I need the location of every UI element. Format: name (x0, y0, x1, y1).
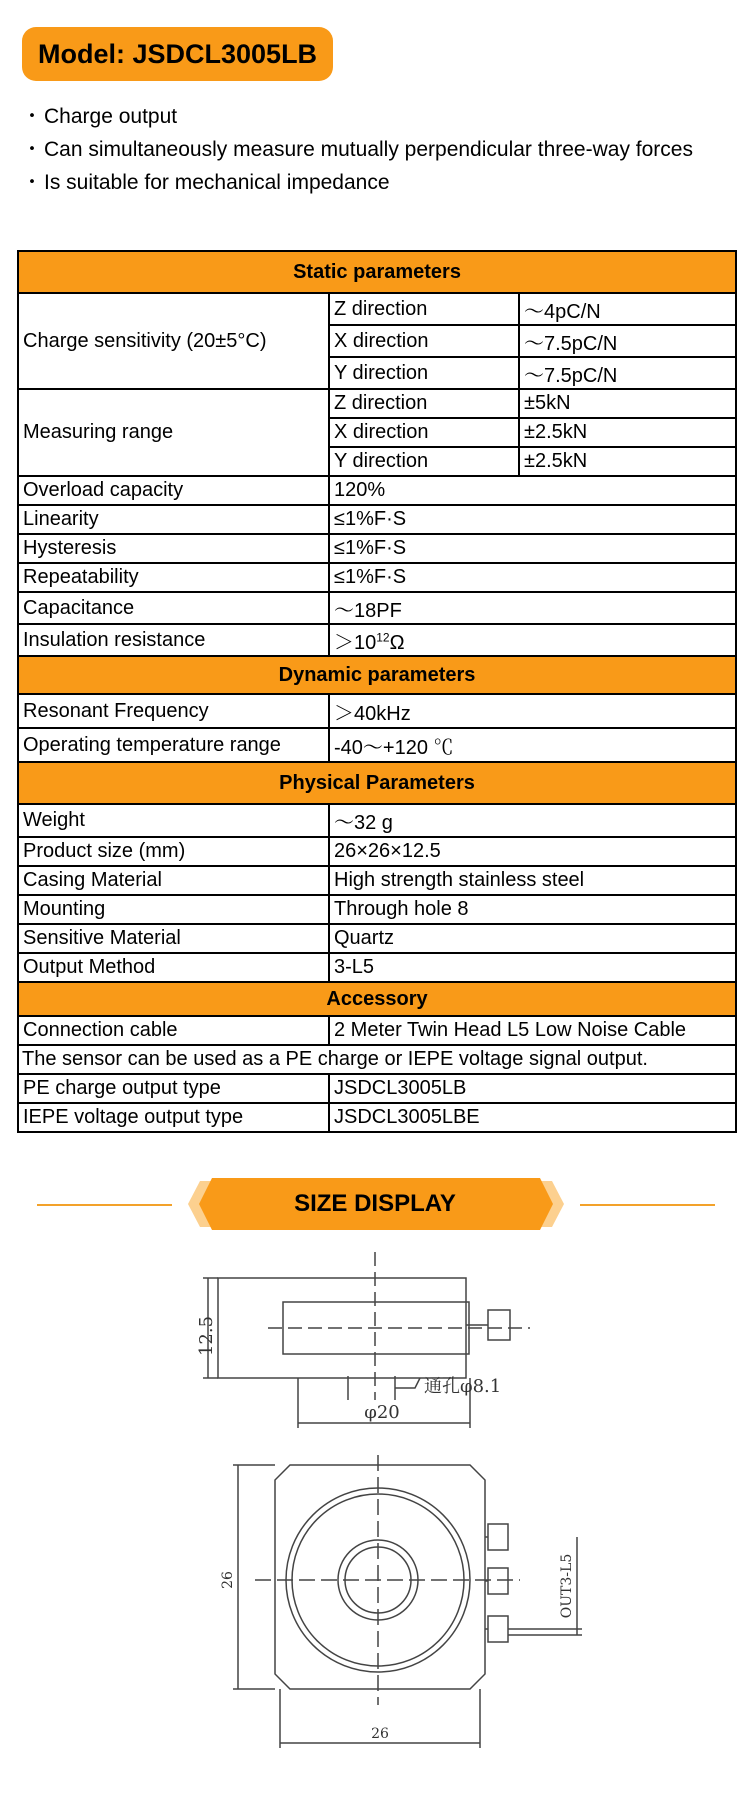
value-cell: ～4pC/N (519, 293, 736, 325)
param-value: ≤1%F·S (329, 505, 736, 534)
section-physical: Physical Parameters (18, 762, 736, 804)
accessory-note: The sensor can be used as a PE charge or IEPE voltage signal output. (18, 1045, 736, 1074)
param-value: JSDCL3005LBE (329, 1103, 736, 1132)
param-value: 3-L5 (329, 953, 736, 982)
param-value: 2 Meter Twin Head L5 Low Noise Cable (329, 1016, 736, 1045)
section-static: Static parameters (18, 251, 736, 293)
section-accessory: Accessory (18, 982, 736, 1016)
param-label: Operating temperature range (18, 728, 329, 762)
bottom-dim-label: 26 (371, 1726, 389, 1742)
direction-cell: Y direction (329, 447, 519, 476)
connector-1 (488, 1524, 508, 1550)
param-label: Output Method (18, 953, 329, 982)
param-value: Through hole 8 (329, 895, 736, 924)
param-label: Linearity (18, 505, 329, 534)
size-display-title: SIZE DISPLAY (294, 1190, 456, 1217)
param-label: Hysteresis (18, 534, 329, 563)
size-display-header (0, 1178, 750, 1230)
param-label: Connection cable (18, 1016, 329, 1045)
output-label: OUT3-L5 (559, 1553, 575, 1619)
top-view-body (275, 1465, 485, 1689)
feature-list (20, 100, 720, 199)
charge-sensitivity-label: Charge sensitivity (20±5°C) (18, 293, 329, 389)
param-label: Product size (mm) (18, 837, 329, 866)
param-value: $>10^{12}\Omega$ (329, 624, 736, 656)
direction-cell: X direction (329, 418, 519, 447)
side-dim-label: 26 (220, 1571, 236, 1589)
param-label: PE charge output type (18, 1074, 329, 1103)
spec-table (17, 250, 737, 1133)
value-cell: ±5kN (519, 389, 736, 418)
param-label: Mounting (18, 895, 329, 924)
connector-2 (488, 1568, 508, 1594)
param-value: ～18PF (329, 592, 736, 624)
value-cell: ～7.5pC/N (519, 325, 736, 357)
param-label: IEPE voltage output type (18, 1103, 329, 1132)
param-value: High strength stainless steel (329, 866, 736, 895)
direction-cell: Y direction (329, 357, 519, 389)
measuring-range-label: Measuring range (18, 389, 329, 476)
value-cell: ±2.5kN (519, 418, 736, 447)
side-connector (488, 1310, 510, 1340)
param-value: 120% (329, 476, 736, 505)
diameter-dim-label: φ20 (364, 1402, 400, 1423)
feature-item: ・Can simultaneously measure mutually perpendicular three-way forces (21, 138, 693, 161)
param-label: Capacitance (18, 592, 329, 624)
param-label: Sensitive Material (18, 924, 329, 953)
feature-item: ・Charge output (21, 105, 178, 128)
direction-cell: X direction (329, 325, 519, 357)
param-value: ≤1%F·S (329, 563, 736, 592)
param-value: JSDCL3005LB (329, 1074, 736, 1103)
value-cell: ±2.5kN (519, 447, 736, 476)
param-label: Resonant Frequency (18, 694, 329, 728)
hole-dim-label: 通孔φ8.1 (424, 1376, 502, 1397)
connector-3 (488, 1616, 508, 1642)
feature-item: ・Is suitable for mechanical impedance (21, 171, 390, 194)
height-dim-label: 12.5 (196, 1315, 217, 1357)
param-value: Quartz (329, 924, 736, 953)
model-title-badge (22, 27, 333, 81)
param-value: ＞40kHz (329, 694, 736, 728)
section-dynamic: Dynamic parameters (18, 656, 736, 694)
param-label: Weight (18, 804, 329, 837)
direction-cell: Z direction (329, 389, 519, 418)
param-value: 26×26×12.5 (329, 837, 736, 866)
dimension-drawing (0, 1240, 750, 1802)
value-cell: ～7.5pC/N (519, 357, 736, 389)
param-value: ～32 g (329, 804, 736, 837)
param-label: Insulation resistance (18, 624, 329, 656)
param-label: Repeatability (18, 563, 329, 592)
model-title: Model: JSDCL3005LB (38, 38, 318, 69)
param-label: Casing Material (18, 866, 329, 895)
param-value: -40～+120 ℃ (329, 728, 736, 762)
param-value: ≤1%F·S (329, 534, 736, 563)
param-label: Overload capacity (18, 476, 329, 505)
direction-cell: Z direction (329, 293, 519, 325)
